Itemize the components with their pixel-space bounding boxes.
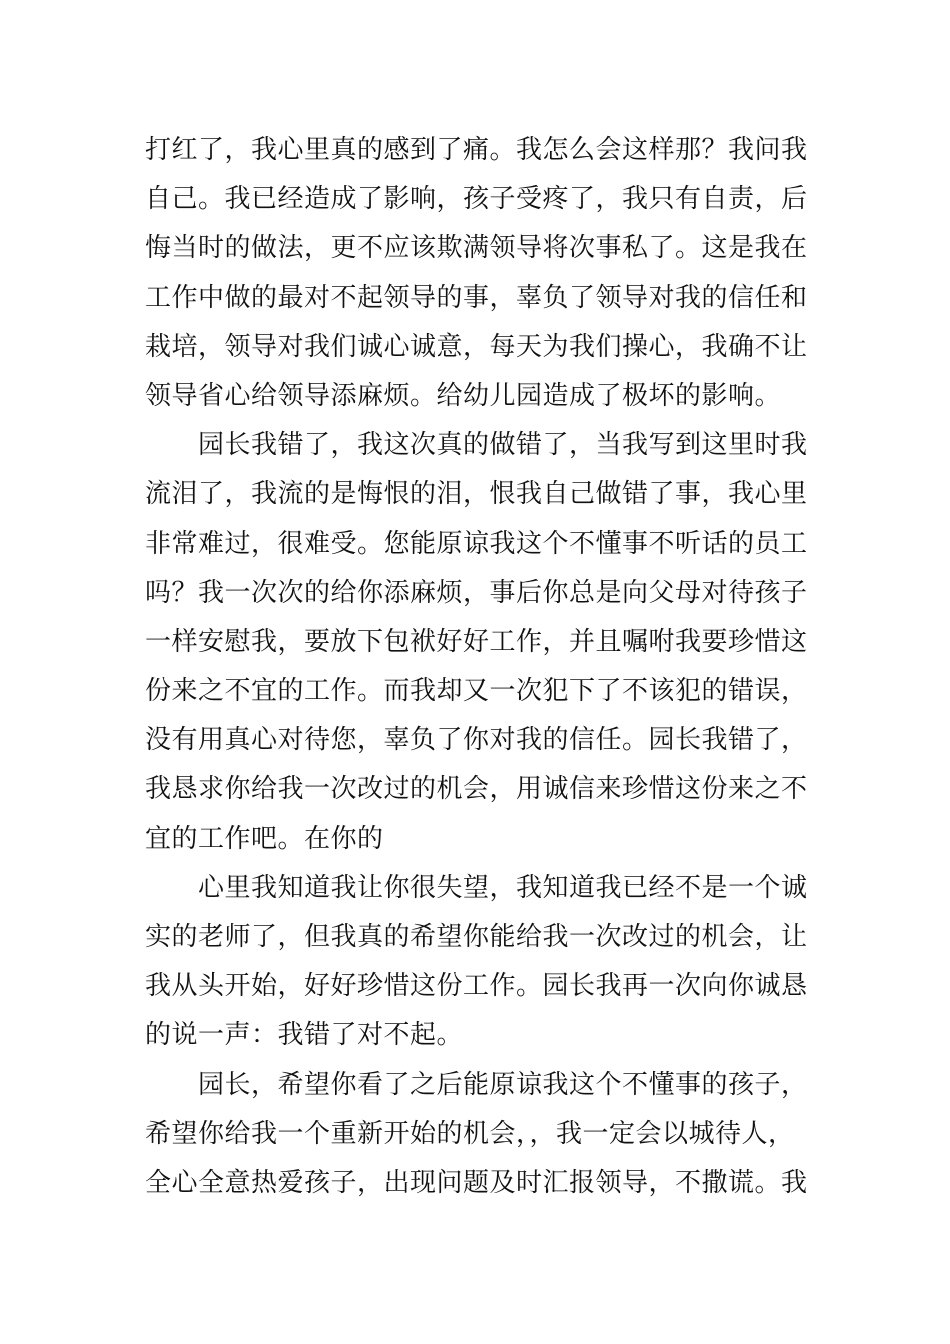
text-line: 一样安慰我，要放下包袱好好工作，并且嘱咐我要珍惜这 — [145, 626, 808, 657]
document-page — [145, 126, 807, 1208]
text-line: 领导省心给领导添麻烦。给幼儿园造成了极坏的影响。 — [145, 380, 782, 411]
paragraph-start-line: 心里我知道我让你很失望，我知道我已经不是一个诚 — [198, 872, 808, 903]
text-line: 打红了，我心里真的感到了痛。我怎么会这样那？我问我 — [145, 135, 808, 165]
text-line: 实的老师了，但我真的希望你能给我一次改过的机会，让 — [145, 922, 808, 952]
text-line: 我从头开始，好好珍惜这份工作。园长我再一次向你诚恳 — [145, 971, 808, 1002]
text-line: 全心全意热爱孩子，出现问题及时汇报领导，不撒谎。我 — [145, 1167, 808, 1198]
text-line: 栽培，领导对我们诚心诚意，每天为我们操心，我确不让 — [145, 331, 808, 362]
text-line: 悔当时的做法，更不应该欺满领导将次事私了。这是我在 — [145, 233, 808, 264]
text-line: 自己。我已经造成了影响，孩子受疼了，我只有自责，后 — [145, 184, 808, 215]
text-line: 流泪了，我流的是悔恨的泪，恨我自己做错了事，我心里 — [145, 479, 808, 510]
paragraph-start-line: 园长我错了，我这次真的做错了，当我写到这里时我 — [198, 430, 808, 461]
text-line: 宜的工作吧。在你的 — [145, 823, 384, 854]
text-line: 非常难过，很难受。您能原谅我这个不懂事不听话的员工 — [145, 528, 808, 559]
text-line: 的说一声：我错了对不起。 — [145, 1020, 464, 1051]
text-line: 份来之不宜的工作。而我却又一次犯下了不该犯的错误， — [145, 676, 808, 707]
text-line: 希望你给我一个重新开始的机会，，我一定会以城待人， — [145, 1118, 795, 1149]
text-line: 工作中做的最对不起领导的事，辜负了领导对我的信任和 — [145, 282, 808, 313]
text-line: 没有用真心对待您，辜负了你对我的信任。园长我错了， — [145, 725, 808, 756]
text-line: 我恳求你给我一次改过的机会，用诚信来珍惜这份来之不 — [145, 774, 808, 805]
text-line: 吗？我一次次的给你添麻烦，事后你总是向父母对待孩子 — [145, 577, 808, 608]
paragraph-start-line: 园长，希望你看了之后能原谅我这个不懂事的孩子， — [198, 1069, 808, 1100]
